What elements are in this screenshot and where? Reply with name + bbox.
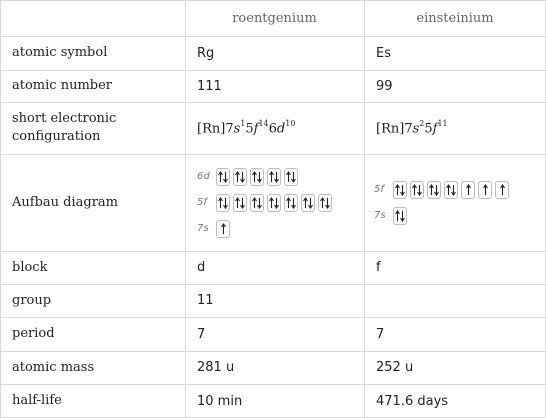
orbital-label: 5f [197, 197, 207, 208]
orbital-box [301, 194, 315, 212]
orbital-box [250, 168, 264, 186]
orbital-box [478, 181, 492, 199]
orbital-row [197, 167, 298, 187]
config-shell-number: 7 [225, 121, 234, 137]
row-divider [0, 70, 546, 71]
spin-down-arrow-icon [274, 197, 279, 209]
config-electron-count: 11 [437, 118, 448, 128]
spin-down-arrow-icon [291, 197, 296, 209]
spin-down-arrow-icon [325, 197, 330, 209]
spin-down-arrow-icon [451, 184, 456, 196]
row-label-atomic-symbol: atomic symbol [12, 45, 108, 60]
column-divider [185, 0, 186, 418]
config-subshell-letter: d [276, 121, 286, 137]
orbital-box [233, 194, 247, 212]
spin-down-arrow-icon [291, 171, 296, 183]
orbital-box [461, 181, 475, 199]
config-subshell-letter: s [412, 121, 420, 137]
spin-up-arrow-icon [500, 184, 505, 196]
spin-down-arrow-icon [240, 171, 245, 183]
orbital-box [216, 220, 230, 238]
row-label-period: period [12, 326, 55, 341]
orbital-row [374, 180, 509, 200]
orbital-box [267, 194, 281, 212]
orbital-box [216, 168, 230, 186]
config-shell-number: 6 [268, 121, 277, 137]
orbital-label: 7s [197, 223, 209, 234]
orbital-box [216, 194, 230, 212]
config-shell-number: 5 [245, 121, 254, 137]
row-divider [0, 154, 546, 155]
value-block-rg: d [197, 260, 206, 275]
spin-down-arrow-icon [400, 210, 405, 222]
spin-down-arrow-icon [274, 171, 279, 183]
row-label-atomic-number: atomic number [12, 78, 113, 93]
orbital-box [427, 181, 441, 199]
orbital-box [318, 194, 332, 212]
row-divider [0, 384, 546, 385]
table-border-left [0, 0, 1, 418]
aufbau-diagram-es [364, 154, 546, 251]
value-configuration-es [364, 102, 546, 154]
row-divider [0, 102, 546, 103]
config-subshell-letter: f [253, 121, 259, 137]
spin-down-arrow-icon [400, 184, 405, 196]
orbital-label: 7s [374, 210, 386, 221]
configuration-text [197, 120, 295, 136]
orbital-box [393, 181, 407, 199]
orbital-box [393, 207, 407, 225]
spin-up-arrow-icon [483, 184, 488, 196]
orbital-label: 5f [374, 184, 384, 195]
value-atomic-number-rg: 111 [197, 78, 222, 94]
configuration-text [376, 120, 448, 136]
orbital-box [410, 181, 424, 199]
row-divider [0, 284, 546, 285]
value-atomic-number-es: 99 [376, 78, 393, 94]
spin-down-arrow-icon [257, 197, 262, 209]
row-label-electronic-configuration: short electronic configuration [12, 111, 117, 144]
config-shell-number: 7 [404, 121, 413, 137]
value-half-life-rg: 10 min [197, 393, 243, 409]
orbital-row [197, 193, 332, 213]
spin-up-arrow-icon [221, 223, 226, 235]
row-label-group: group [12, 292, 52, 308]
column-divider [364, 0, 365, 418]
orbital-label: 6d [197, 171, 210, 182]
orbital-box [267, 168, 281, 186]
spin-down-arrow-icon [257, 171, 262, 183]
config-core: [Rn] [197, 121, 226, 137]
orbital-box [284, 168, 298, 186]
spin-down-arrow-icon [223, 197, 228, 209]
row-label-half-life: half-life [12, 393, 62, 408]
value-group-es [364, 284, 546, 317]
header-empty-cell [0, 0, 185, 36]
value-atomic-symbol-rg: Rg [197, 45, 215, 61]
spin-down-arrow-icon [434, 184, 439, 196]
aufbau-diagram-rg [185, 154, 364, 251]
row-divider [0, 36, 546, 37]
row-divider [0, 351, 546, 352]
column-header-roentgenium: roentgenium [232, 10, 317, 26]
orbital-box [233, 168, 247, 186]
value-period-es: 7 [376, 326, 385, 342]
spin-up-arrow-icon [466, 184, 471, 196]
table-border-top [0, 0, 546, 1]
spin-down-arrow-icon [417, 184, 422, 196]
value-half-life-es: 471.6 days [376, 393, 449, 409]
value-block-es: f [376, 260, 381, 275]
value-atomic-mass-es: 252 u [376, 360, 414, 375]
value-atomic-symbol-es: Es [376, 45, 391, 61]
orbital-row [374, 206, 407, 226]
config-electron-count: 1 [240, 118, 246, 128]
value-atomic-mass-rg: 281 u [197, 360, 235, 375]
value-configuration-rg [185, 102, 364, 154]
value-period-rg: 7 [197, 326, 206, 342]
orbital-box [444, 181, 458, 199]
config-subshell-letter: f [432, 121, 438, 137]
orbital-box [495, 181, 509, 199]
orbital-row [197, 219, 230, 239]
column-header-einsteinium: einsteinium [416, 10, 494, 26]
spin-down-arrow-icon [223, 171, 228, 183]
config-electron-count: 2 [419, 118, 425, 128]
row-label-block: block [12, 259, 48, 275]
row-divider [0, 251, 546, 252]
value-group-rg: 11 [197, 293, 214, 308]
orbital-box [284, 194, 298, 212]
row-label-aufbau-diagram: Aufbau diagram [12, 194, 118, 210]
config-shell-number: 5 [424, 121, 433, 137]
spin-down-arrow-icon [308, 197, 313, 209]
config-electron-count: 10 [285, 118, 296, 128]
config-subshell-letter: s [233, 121, 241, 137]
row-label-atomic-mass: atomic mass [12, 359, 95, 375]
row-divider [0, 317, 546, 318]
config-electron-count: 14 [258, 118, 269, 128]
config-core: [Rn] [376, 121, 405, 137]
orbital-box [250, 194, 264, 212]
spin-down-arrow-icon [240, 197, 245, 209]
